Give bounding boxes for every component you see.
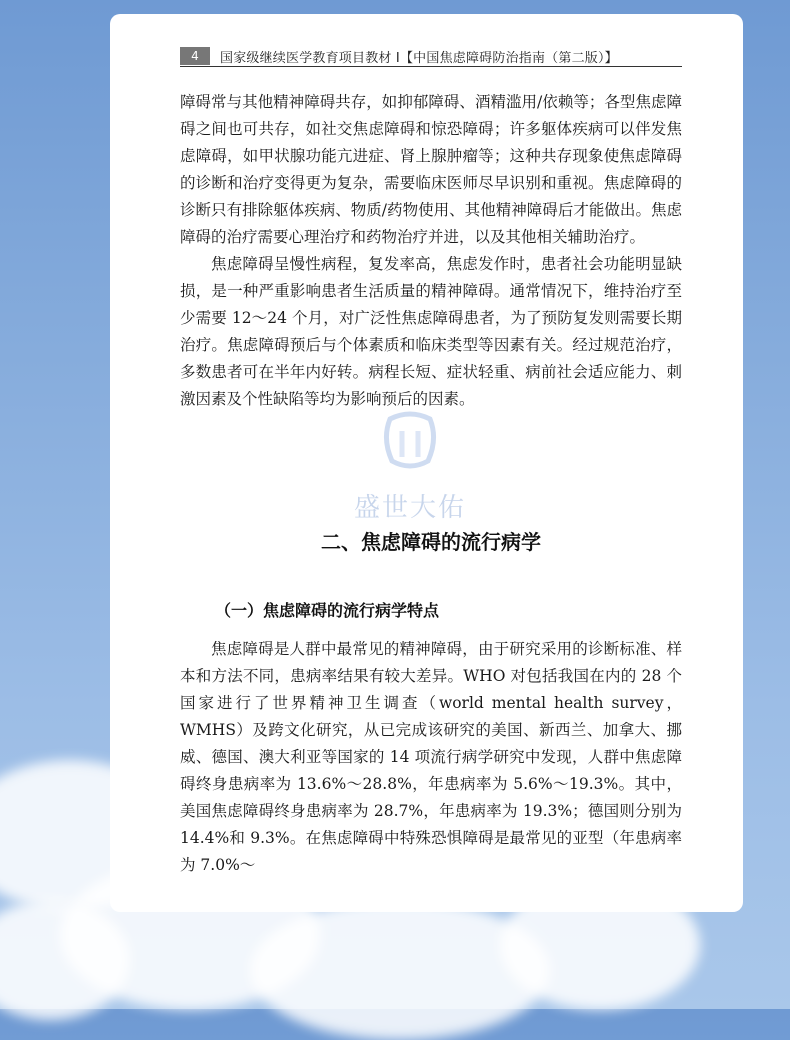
paragraph: 焦虑障碍呈慢性病程，复发率高，焦虑发作时，患者社会功能明显缺损，是一种严重影响患者生活质量的精神障碍。通常情况下，维持治疗至少需要 12～24 个月，对广泛性焦虑障碍患者，为了预防复发则需要长期治疗。焦虑障碍预后与个体素质和临床类型等因素有关。经过规范治疗，多数患者可在半年内好转。病程长短、症状轻重、病前社会适应能力、刺激因素及个性缺陷等均为影响预后的因素。 xyxy=(180,255,682,408)
cloud xyxy=(250,900,550,1040)
body-text-bottom xyxy=(180,636,682,879)
section-title: 二、焦虑障碍的流行病学 xyxy=(321,530,541,554)
paragraph: 障碍常与其他精神障碍共存，如抑郁障碍、酒精滥用/依赖等；各型焦虑障碍之间也可共存，如社交焦虑障碍和惊恐障碍；许多躯体疾病可以伴发焦虑障碍，如甲状腺功能亢进症、肾上腺肿瘤等；这种共存现象使焦虑障碍的诊断和治疗变得更为复杂，需要临床医师尽早识别和重视。焦虑障碍的诊断只有排除躯体疾病、物质/药物使用、其他精神障碍后才能做出。焦虑障碍的治疗需要心理治疗和药物治疗并进，以及其他相关辅助治疗。 xyxy=(180,93,682,246)
page-number: 4 xyxy=(180,47,210,65)
watermark xyxy=(340,409,480,539)
paragraph: 焦虑障碍是人群中最常见的精神障碍，由于研究采用的诊断标准、样本和方法不同，患病率结果有较大差异。WHO 对包括我国在内的 28 个国家进行了世界精神卫生调查（world mental health survey，WMHS）及跨文化研究，从已完成该研究的美国、新西兰、加拿大、挪威、德国、澳大利亚等国家的 14 项流行病学研究中发现，人群中焦虑障碍终身患病率为 13.6%～28.8%，年患病率为 5.6%～19.3%。其中，美国焦虑障碍终身患病率为 28.7%，年患病率为 19.3%；德国则分别为 14.4%和 9.3%。在焦虑障碍中特殊恐惧障碍是最常见的亚型（年患病率为 7.0%～ xyxy=(180,640,683,874)
book-page xyxy=(110,14,743,912)
body-text-top xyxy=(180,89,682,413)
page-header xyxy=(180,46,682,67)
book-title: 国家级继续医学教育项目教材 Ⅰ【中国焦虑障碍防治指南（第二版）】 xyxy=(220,50,618,66)
watermark-logo-icon xyxy=(340,409,480,489)
watermark-text: 盛世大佑 xyxy=(353,493,466,523)
subsection-title: （一）焦虑障碍的流行病学特点 xyxy=(215,601,440,620)
